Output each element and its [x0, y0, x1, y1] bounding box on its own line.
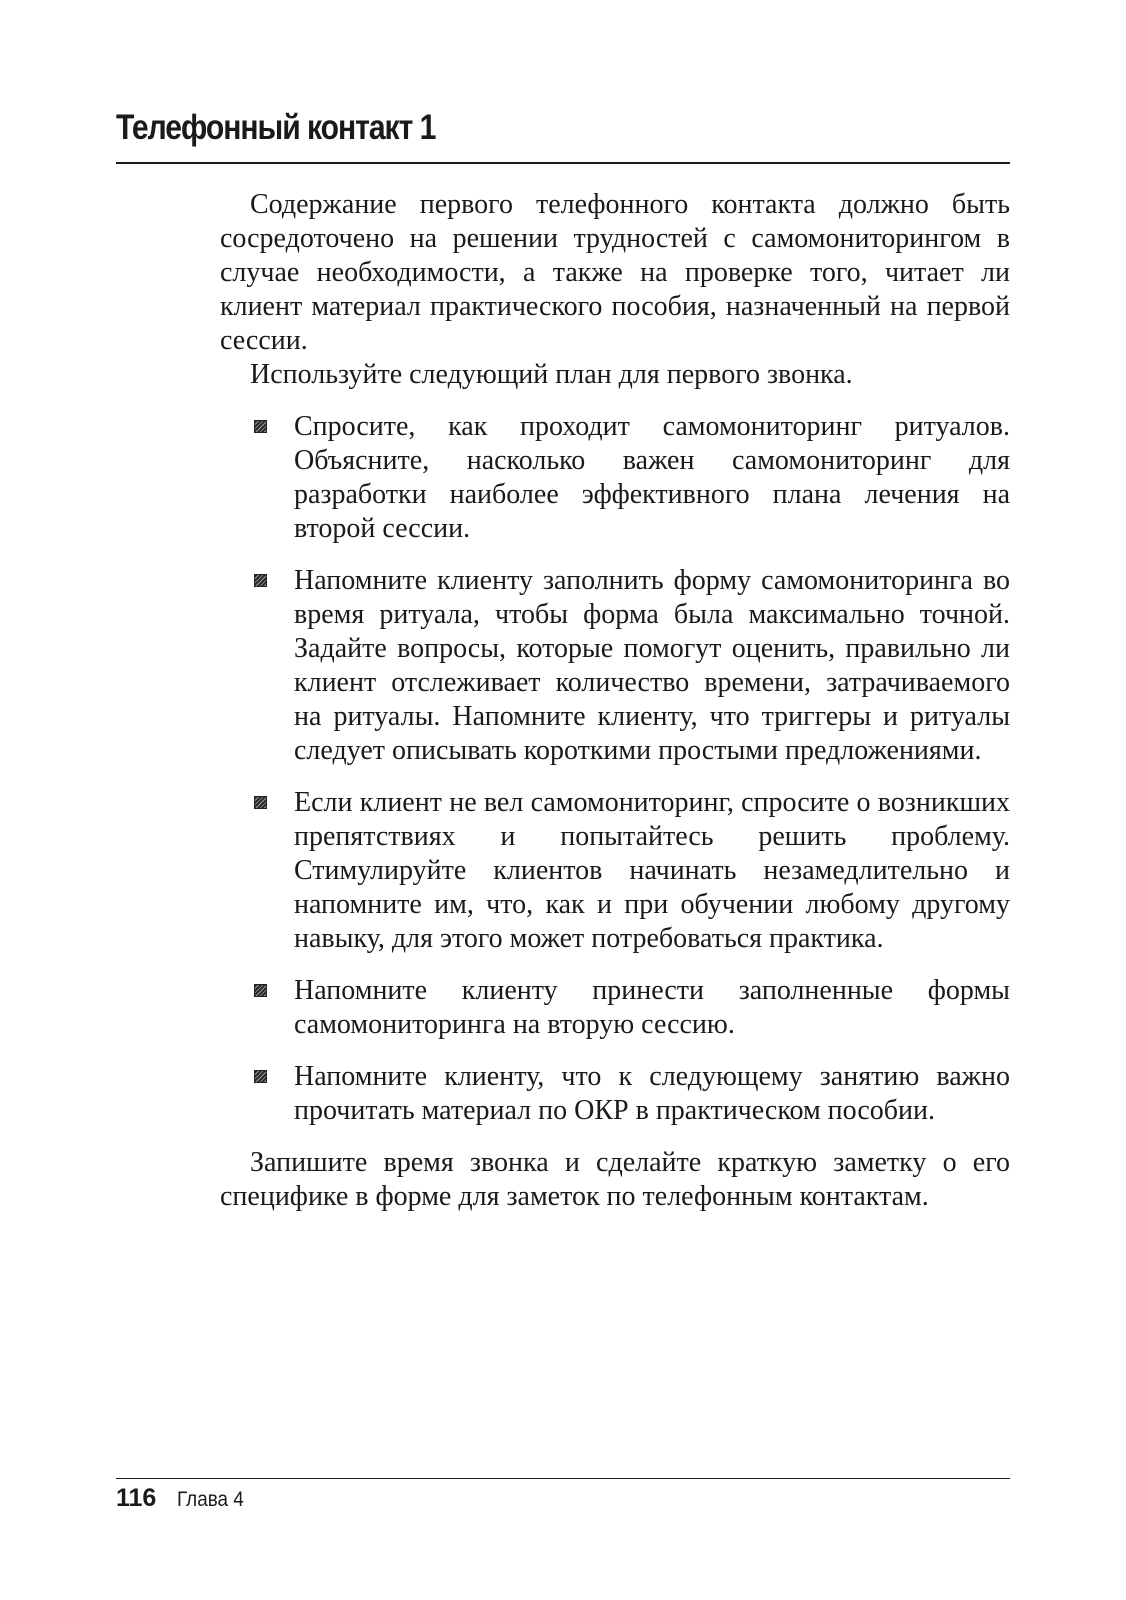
list-item [220, 786, 1010, 956]
list-item [220, 1060, 1010, 1128]
chapter-label: Глава 4 [176, 1488, 244, 1511]
section-heading: Телефонный контакт 1 [116, 108, 436, 147]
square-bullet-icon [254, 984, 267, 997]
list-item [220, 410, 1010, 546]
square-bullet-icon [254, 420, 267, 433]
square-bullet-icon [254, 1070, 267, 1083]
list-item-text: Напомните клиенту принести заполненные формы самомониторинга на вторую сессию. [294, 975, 1010, 1040]
list-item-text: Напомните клиенту заполнить форму самомониторинга во время ритуала, чтобы форма была максимально точной. Задайте вопросы, которые помогут оценить, правильно ли клиент отслеживает количество времени, затрачиваемого на ритуалы. Напомните клиенту, что триггеры и ритуалы следует описывать короткими простыми предложениями. [294, 565, 1010, 766]
paragraph-closing: Запишите время звонка и сделайте краткую заметку о его специфике в форме для заметок по телефонным контактам. [220, 1147, 1010, 1212]
paragraph-intro: Содержание первого телефонного контакта должно быть сосредоточено на решении трудностей с самомониторингом в случае необходимости, а также на проверке того, читает ли клиент материал практического пособия, назначенный на первой сессии. [220, 189, 1010, 356]
list-item [220, 974, 1010, 1042]
list-item [220, 564, 1010, 768]
footer-rule [116, 1478, 1010, 1479]
bullet-list [220, 410, 1010, 1128]
list-item-text: Напомните клиенту, что к следующему занятию важно прочитать материал по ОКР в практическом пособии. [294, 1061, 1010, 1126]
square-bullet-icon [254, 574, 267, 587]
page-number: 116 [116, 1484, 157, 1512]
page-footer [116, 1484, 251, 1513]
paragraph-plan: Используйте следующий план для первого звонка. [250, 359, 853, 390]
square-bullet-icon [254, 796, 267, 809]
heading-rule [116, 162, 1010, 164]
list-item-text: Если клиент не вел самомониторинг, спросите о возникших препятствиях и попытайтесь решить проблему. Стимулируйте клиентов начинать незамедлительно и напомните им, что, как и при обучении любому другому навыку, для этого может потребоваться практика. [294, 787, 1010, 954]
list-item-text: Спросите, как проходит самомониторинг ритуалов. Объясните, насколько важен самомониторинг для разработки наиболее эффективного плана лечения на второй сессии. [294, 411, 1010, 544]
body-text [220, 188, 1010, 1214]
